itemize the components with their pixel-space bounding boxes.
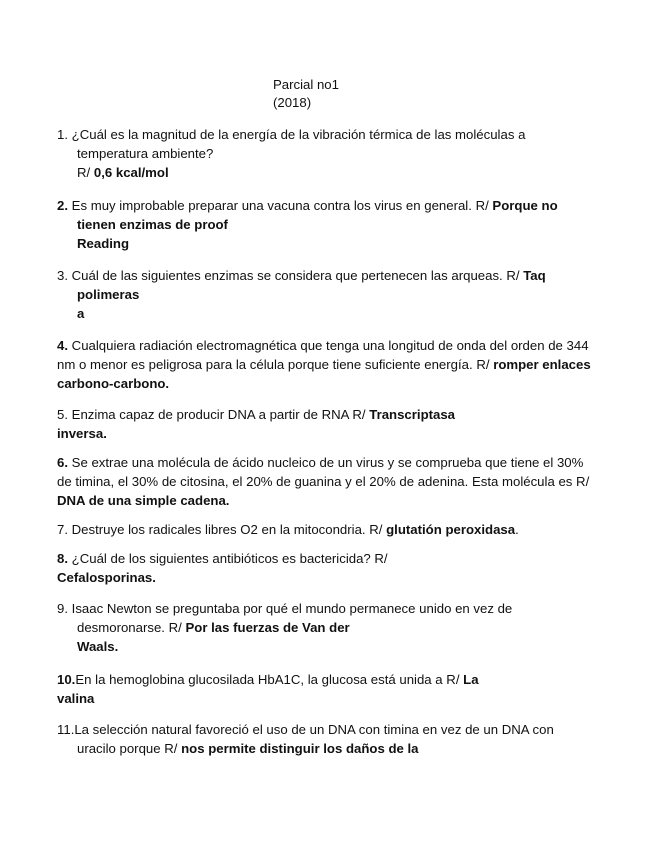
question-10-number: 10.	[57, 672, 76, 687]
question-5	[57, 405, 622, 443]
question-11-answer: nos permite distinguir los daños de la	[181, 741, 419, 756]
question-4-line	[57, 336, 622, 355]
question-2-answer-cont-2	[57, 234, 622, 253]
question-3-answer-cont	[57, 285, 622, 304]
question-5-text: 5. Enzima capaz de producir DNA a partir de RNA R/	[57, 407, 370, 422]
question-1-answer-line	[57, 163, 622, 182]
question-5-answer: Transcriptasa	[369, 407, 456, 422]
question-5-answer-cont	[57, 424, 622, 443]
question-3-answer-cont-2	[57, 304, 622, 323]
question-9-text: 9. Isaac Newton se preguntaba por qué el mundo permanece unido en vez de	[57, 601, 513, 616]
question-3-answer: Taq	[523, 268, 546, 283]
question-8-line	[57, 549, 622, 568]
question-3	[57, 266, 622, 323]
question-11-text: 11.La selección natural favoreció el uso de un DNA con timina en vez de un DNA con	[57, 722, 554, 737]
question-10-answer-cont	[57, 689, 622, 708]
question-5-answer-2: inversa.	[57, 426, 107, 441]
question-6-answer: DNA de una simple cadena.	[57, 493, 230, 508]
title-line-2: (2018)	[273, 95, 312, 110]
question-4-text-cont: nm o menor es peligrosa para la célula porque tiene suficiente energía. R/	[57, 357, 494, 372]
question-1-text-cont: temperatura ambiente?	[77, 146, 214, 161]
page-title	[273, 76, 339, 112]
question-11-line-2	[57, 739, 622, 758]
question-4-answer-2: carbono-carbono.	[57, 376, 170, 391]
question-2-line	[57, 196, 622, 215]
question-1-answer: 0,6 kcal/mol	[93, 165, 169, 180]
question-7-line	[57, 520, 622, 539]
question-1-text: 1. ¿Cuál es la magnitud de la energía de la vibración térmica de las moléculas a	[57, 127, 526, 142]
question-11	[57, 720, 622, 758]
question-2-answer-3: Reading	[77, 236, 130, 251]
title-line-1: Parcial no1	[273, 77, 339, 92]
question-2-answer: Porque no	[492, 198, 558, 213]
question-6-text: Se extrae una molécula de ácido nucleico de un virus y se comprueba que tiene el 30%	[68, 455, 584, 470]
question-8-answer: Cefalosporinas.	[57, 570, 156, 585]
question-3-line	[57, 266, 622, 285]
question-8-number: 8.	[57, 551, 68, 566]
question-10-line	[57, 670, 622, 689]
question-2-answer-cont	[57, 215, 622, 234]
question-7-suffix: .	[515, 522, 519, 537]
question-3-answer-2: polimeras	[77, 287, 140, 302]
question-8-text: ¿Cuál de los siguientes antibióticos es bactericida? R/	[68, 551, 388, 566]
question-3-answer-3: a	[77, 306, 85, 321]
question-9-line-2	[57, 618, 622, 637]
question-9-answer: Por las fuerzas de Van der	[185, 620, 350, 635]
question-9-text-cont: desmoronarse. R/	[77, 620, 186, 635]
question-2	[57, 196, 622, 253]
question-4-line-2	[57, 355, 622, 374]
question-4-answer: romper enlaces	[493, 357, 591, 372]
question-7-answer: glutatión peroxidasa	[386, 522, 516, 537]
question-2-number: 2.	[57, 198, 68, 213]
question-7	[57, 520, 622, 539]
question-5-line	[57, 405, 622, 424]
question-6-text-cont: de timina, el 30% de citosina, el 20% de guanina y el 20% de adenina. Esta molécula es R/	[57, 474, 590, 489]
question-6-line	[57, 453, 622, 472]
question-10-answer-2: valina	[57, 691, 95, 706]
question-10	[57, 670, 622, 708]
question-3-text: 3. Cuál de las siguientes enzimas se considera que pertenecen las arqueas. R/	[57, 268, 524, 283]
question-10-answer: La	[463, 672, 479, 687]
question-6-number: 6.	[57, 455, 68, 470]
answer-prefix: R/	[77, 165, 94, 180]
question-8-answer-line	[57, 568, 622, 587]
question-4-text: Cualquiera radiación electromagnética que tenga una longitud de onda del orden de 344	[68, 338, 589, 353]
question-2-text: Es muy improbable preparar una vacuna contra los virus en general. R/	[68, 198, 493, 213]
question-9-answer-2: Waals.	[77, 639, 119, 654]
question-4-answer-cont	[57, 374, 622, 393]
question-9	[57, 599, 622, 656]
question-11-text-cont: uracilo porque R/	[77, 741, 182, 756]
question-6	[57, 453, 622, 510]
question-4	[57, 336, 622, 393]
question-10-text: En la hemoglobina glucosilada HbA1C, la glucosa está unida a R/	[75, 672, 464, 687]
question-2-answer-2: tienen enzimas de proof	[77, 217, 228, 232]
question-8	[57, 549, 622, 587]
question-1	[57, 125, 622, 182]
question-6-answer-line	[57, 491, 622, 510]
question-4-number: 4.	[57, 338, 68, 353]
question-7-text: 7. Destruye los radicales libres O2 en la mitocondria. R/	[57, 522, 387, 537]
question-9-answer-cont	[57, 637, 622, 656]
